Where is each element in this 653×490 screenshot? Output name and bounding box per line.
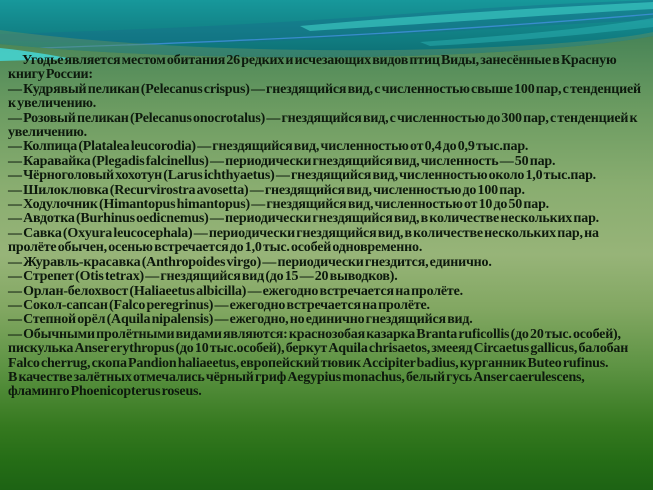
bullet-item: — Журавль-красавка (Anthropoides virgo) — периодически гнездится, единично. bbox=[8, 254, 492, 270]
bullet-item: — Орлан-белохвост (Haliaeetus albicilla) — ежегодно встречается на пролёте. bbox=[8, 283, 463, 299]
bird-species-list bbox=[8, 83, 647, 371]
bullet-item: — Чёрноголовый хохотун (Larus ichthyaetus) — гнездящийся вид, численностью около 1,0 тыс.пар. bbox=[8, 168, 596, 184]
footer-paragraph: В качестве залётных отмечались чёрный гриф Aegypius monachus, белый гусь Anser caerulescens, фламинго Phoenicopterus roseus. bbox=[8, 369, 585, 400]
bullet-item: — Савка (Oxyura leucocephala) — периодически гнездящийся вид, в количестве нескольких пар, на пролёте обычен, осенью встречается до 1,0 тыс. особей одновременно. bbox=[8, 225, 599, 256]
bullet-item: — Кудрявый пеликан (Pelecanus crispus) — гнездящийся вид, с численностью свыше 100 пар, с тенденцией к увеличению. bbox=[8, 81, 641, 112]
bullet-item: — Колпица (Platalea leucorodia) — гнездящийся вид, численностью от 0,4 до 0,9 тыс.пар. bbox=[8, 139, 529, 155]
intro-paragraph: Угодье является местом обитания 26 редких и исчезающих видов птиц Виды, занесённые в Красную книгу России: bbox=[8, 53, 617, 83]
bullet-item: — Стрепет (Otis tetrax) — гнездящийся вид (до 15 — 20 выводков). bbox=[8, 269, 398, 285]
bullet-item: — Авдотка (Burhinus oedicnemus) — периодически гнездящийся вид, в количестве нескольких пар. bbox=[8, 211, 599, 227]
bullet-item: — Каравайка (Plegadis falcinellus) — периодически гнездящийся вид, численность — 50 пар. bbox=[8, 153, 556, 169]
bullet-item: — Степной орёл (Aquila nipalensis) — ежегодно, но единично гнездящийся вид. bbox=[8, 312, 473, 328]
bullet-item: — Ходулочник (Himantopus himantopus) — гнездящийся вид, численностью от 10 до 50 пар. bbox=[8, 197, 549, 213]
bullet-item: — Шилоклювка (Recurvirostra avosetta) — гнездящийся вид, численностью до 100 пар. bbox=[8, 182, 525, 198]
bullet-item: — Розовый пеликан (Pelecanus onocrotalus) — гнездящийся вид, с численностью до 300 пар, с тенденцией к увеличению. bbox=[8, 110, 638, 141]
bullet-item: — Обычными пролётными видами являются: краснозобая казарка Branta ruficollis (до 20 тыс. особей), пискулька Anser erythropus (до 10 тыс.особей), беркут Aquila chrisaetos, змееяд Circaetus gallicus, балобан Falco cherrug, скопа Pandion haliaeetus, европейский тювик Accipiter badius, курганник Buteo rufinus. bbox=[8, 326, 629, 371]
bullet-item: — Сокол-сапсан (Falco peregrinus) — ежегодно встречается на пролёте. bbox=[8, 297, 430, 313]
